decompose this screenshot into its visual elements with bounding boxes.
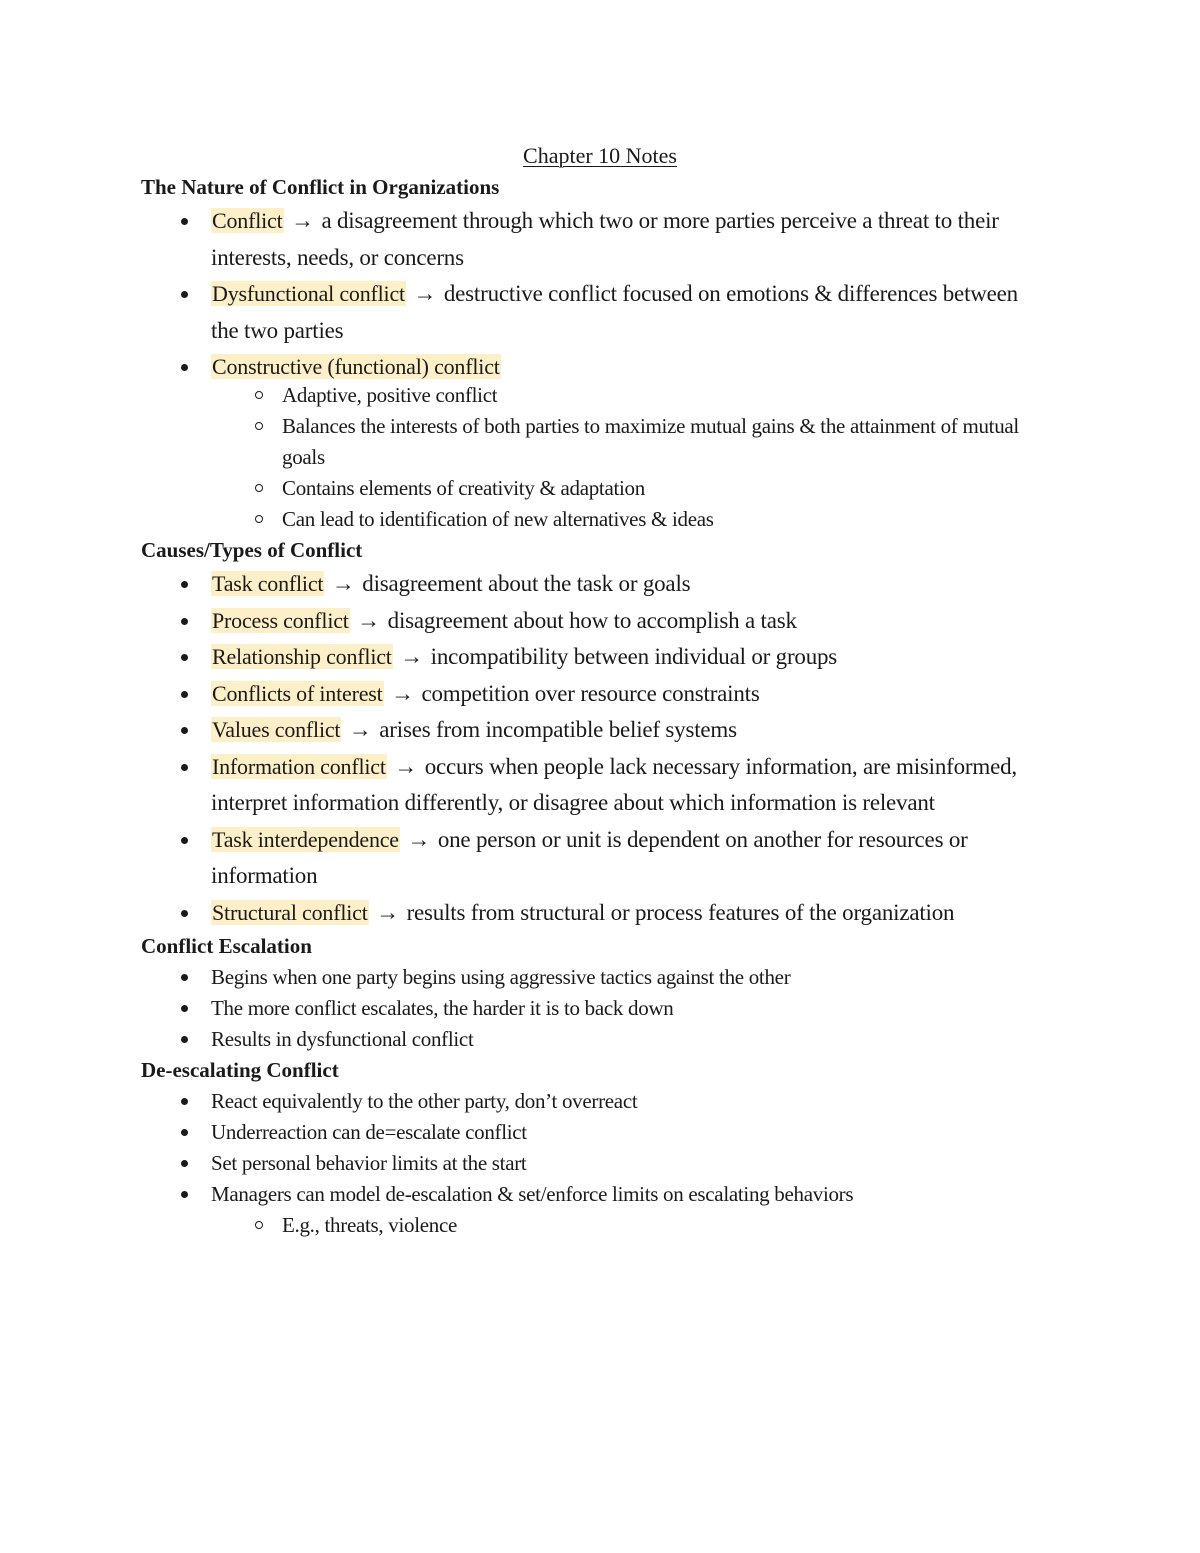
definition-text: disagreement about the task or goals bbox=[362, 571, 691, 596]
arrow-icon: → bbox=[400, 644, 424, 669]
section-conflict-escalation bbox=[141, 931, 1051, 1055]
sub-list-container bbox=[141, 1210, 1051, 1241]
list-item bbox=[141, 566, 1051, 603]
highlighted-term: Conflicts of interest bbox=[212, 680, 383, 706]
sub-list-container bbox=[141, 380, 1051, 535]
list-item: React equivalently to the other party, don’t overreact bbox=[141, 1086, 1051, 1117]
highlighted-term: Values conflict bbox=[212, 717, 341, 742]
highlighted-term: Conflict bbox=[212, 208, 283, 233]
definition-text: destructive conflict focused on emotions & differences between the two parties bbox=[211, 281, 1018, 343]
highlighted-term: Structural conflict bbox=[212, 899, 368, 925]
document-body bbox=[141, 172, 1051, 1241]
definition-text: a disagreement through which two or more parties perceive a threat to their interests, needs, or concerns bbox=[211, 208, 999, 270]
arrow-icon: → bbox=[407, 826, 431, 852]
definition-text: incompatibility between individual or groups bbox=[430, 644, 838, 669]
list-item bbox=[141, 276, 1051, 349]
arrow-icon: → bbox=[348, 717, 372, 742]
bullet-list bbox=[141, 566, 1051, 931]
section-nature-of-conflict bbox=[141, 172, 1051, 535]
sub-list-item: Adaptive, positive conflict bbox=[211, 380, 1051, 411]
bullet-list bbox=[141, 203, 1051, 384]
section-de-escalating-conflict bbox=[141, 1055, 1051, 1241]
section-heading: De-escalating Conflict bbox=[141, 1058, 339, 1082]
sub-bullet-list bbox=[211, 1210, 1051, 1241]
list-item bbox=[141, 603, 1051, 640]
highlighted-term: Process conflict bbox=[212, 607, 349, 633]
sub-list-wrapper bbox=[141, 380, 1051, 535]
definition-text: one person or unit is dependent on another for resources or information bbox=[211, 826, 968, 888]
definition-text: competition over resource constraints bbox=[421, 680, 760, 706]
highlighted-term: Task conflict bbox=[212, 571, 324, 596]
sub-list-item: E.g., threats, violence bbox=[211, 1210, 1051, 1241]
arrow-icon: → bbox=[376, 899, 400, 925]
list-item: Managers can model de-escalation & set/enforce limits on escalating behaviors bbox=[141, 1179, 1051, 1210]
section-heading: Causes/Types of Conflict bbox=[141, 538, 363, 562]
arrow-icon: → bbox=[331, 571, 355, 596]
sub-list-item: Balances the interests of both parties to maximize mutual gains & the attainment of mutual goals bbox=[211, 411, 1051, 473]
list-item bbox=[141, 712, 1051, 749]
list-item: Underreaction can de=escalate conflict bbox=[141, 1117, 1051, 1148]
list-item bbox=[141, 676, 1051, 713]
arrow-icon: → bbox=[357, 607, 381, 633]
arrow-icon: → bbox=[291, 208, 314, 233]
highlighted-term: Information conflict bbox=[212, 753, 386, 779]
highlighted-term: Relationship conflict bbox=[212, 644, 392, 669]
section-heading: The Nature of Conflict in Organizations bbox=[141, 175, 500, 199]
sub-list-wrapper bbox=[141, 1210, 1051, 1241]
sub-list-item: Contains elements of creativity & adaptation bbox=[211, 473, 1051, 504]
section-causes-types bbox=[141, 535, 1051, 931]
list-item bbox=[141, 822, 1051, 895]
arrow-icon: → bbox=[394, 753, 418, 779]
bullet-list bbox=[141, 962, 1051, 1055]
definition-text: results from structural or process features of the organization bbox=[406, 899, 955, 925]
highlighted-term: Dysfunctional conflict bbox=[212, 281, 405, 306]
list-item bbox=[141, 203, 1051, 276]
bullet-list bbox=[141, 1086, 1051, 1210]
definition-text: arises from incompatible belief systems bbox=[379, 717, 737, 742]
list-item bbox=[141, 349, 1051, 384]
highlighted-term: Constructive (functional) conflict bbox=[212, 354, 500, 379]
definition-text: disagreement about how to accomplish a task bbox=[387, 607, 797, 633]
sub-list-item: Can lead to identification of new alternatives & ideas bbox=[211, 504, 1051, 535]
list-item bbox=[141, 895, 1051, 932]
section-heading: Conflict Escalation bbox=[141, 934, 312, 958]
list-item: Begins when one party begins using aggressive tactics against the other bbox=[141, 962, 1051, 993]
document-title: Chapter 10 Notes bbox=[523, 143, 677, 168]
definition-text: occurs when people lack necessary information, are misinformed, interpret information differently, or disagree about which information is relevant bbox=[211, 753, 1017, 815]
list-item: The more conflict escalates, the harder it is to back down bbox=[141, 993, 1051, 1024]
arrow-icon: → bbox=[413, 281, 437, 306]
list-item bbox=[141, 749, 1051, 822]
list-item: Results in dysfunctional conflict bbox=[141, 1024, 1051, 1055]
arrow-icon: → bbox=[391, 680, 414, 706]
highlighted-term: Task interdependence bbox=[212, 826, 399, 852]
sub-bullet-list bbox=[211, 380, 1051, 535]
list-item bbox=[141, 639, 1051, 676]
list-item: Set personal behavior limits at the start bbox=[141, 1148, 1051, 1179]
